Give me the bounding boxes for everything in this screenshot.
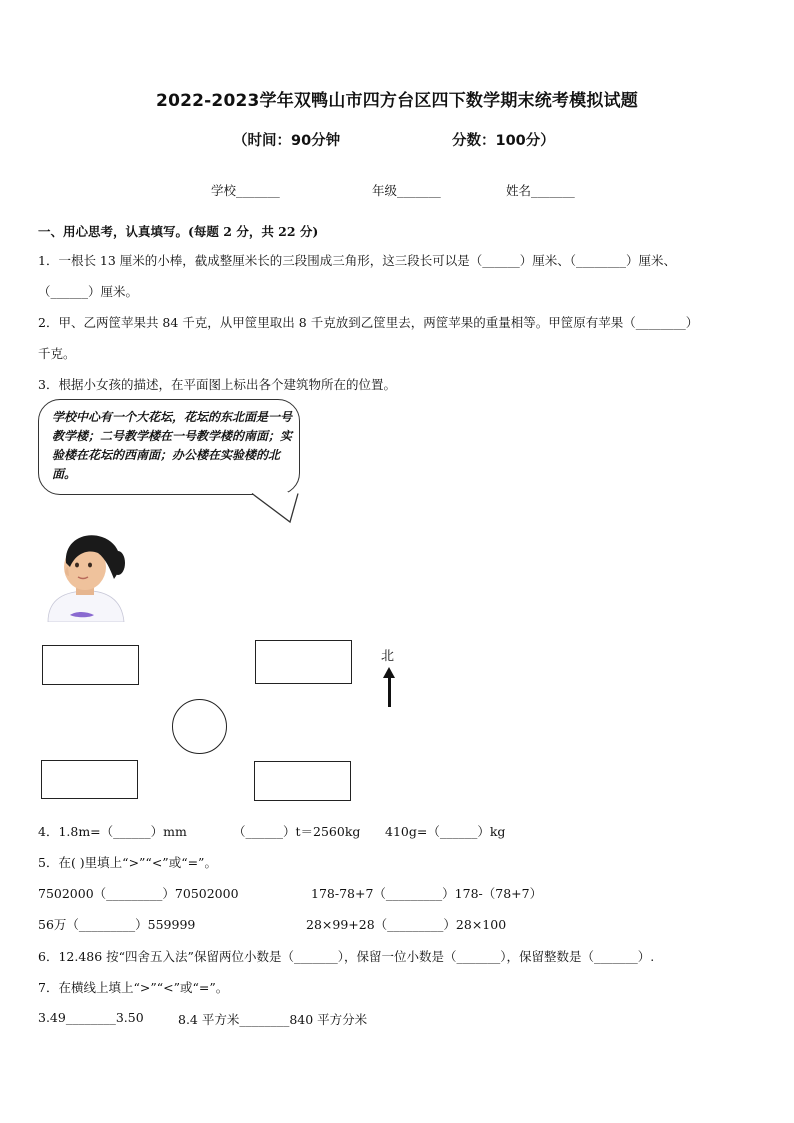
speech-bubble-tail xyxy=(240,492,304,526)
question-7-part-b: 8.4 平方米________840 平方分米 xyxy=(178,1012,368,1027)
north-arrow-shaft xyxy=(388,676,391,707)
flower-bed-circle[interactable] xyxy=(172,699,227,754)
exam-score: 分数：100分） xyxy=(452,133,555,149)
question-5-row-1-right: 178-78+7（_________）178-（78+7） xyxy=(311,886,543,901)
question-2-line-2: 千克。 xyxy=(38,346,76,361)
question-3-line-1: 3．根据小女孩的描述，在平面图上标出各个建筑物所在的位置。 xyxy=(38,377,396,392)
speech-bubble-text: 学校中心有一个大花坛，花坛的东北面是一号教学楼；二号教学楼在一号教学楼的南面；实验楼在花坛的西南面；办公楼在实验楼的北面。 xyxy=(52,410,293,481)
question-4-part-b: （______）t＝2560kg xyxy=(233,824,361,839)
section-heading: 一、用心思考，认真填写。(每题 2 分，共 22 分) xyxy=(38,224,319,239)
exam-time: （时间：90分钟 xyxy=(233,133,341,149)
question-7-part-a: 3.49________3.50 xyxy=(38,1010,144,1025)
question-5-row-2-right: 28×99+28（_________）28×100 xyxy=(306,917,507,932)
name-field[interactable]: 姓名_______ xyxy=(506,183,575,198)
north-label: 北 xyxy=(381,649,395,664)
question-7-line-1: 7．在横线上填上“>”“<”或“=”。 xyxy=(38,980,229,995)
girl-illustration xyxy=(40,529,130,622)
question-6-line-1: 6．12.486 按“四舍五入法”保留两位小数是（_______），保留一位小数是（_______），保留整数是（_______）. xyxy=(38,949,655,964)
exam-title: 2022-2023学年双鸭山市四方台区四下数学期末统考模拟试题 xyxy=(156,91,638,111)
question-4-part-a: 4．1.8m=（______）mm xyxy=(38,824,187,839)
question-1-line-2: （______）厘米。 xyxy=(38,284,139,299)
building-box-northeast[interactable] xyxy=(255,640,352,684)
question-5-line-1: 5．在( )里填上“>”“<”或“=”。 xyxy=(38,855,217,870)
question-2-line-1: 2．甲、乙两筐苹果共 84 千克，从甲筐里取出 8 千克放到乙筐里去，两筐苹果的重量相等。甲筐原有苹果（________） xyxy=(38,315,699,330)
building-box-southwest[interactable] xyxy=(41,760,138,799)
question-5-row-1-left: 7502000（_________）70502000 xyxy=(38,886,239,901)
question-5-row-2-left: 56万（_________）559999 xyxy=(38,917,196,932)
school-field[interactable]: 学校_______ xyxy=(211,183,280,198)
question-1-line-1: 1．一根长 13 厘米的小棒，截成整厘米长的三段围成三角形，这三段长可以是（______）厘米、（________）厘米、 xyxy=(38,253,677,268)
question-4-part-c: 410g=（______）kg xyxy=(385,824,506,839)
building-box-southeast[interactable] xyxy=(254,761,351,801)
building-box-northwest[interactable] xyxy=(42,645,139,685)
grade-field[interactable]: 年级_______ xyxy=(372,183,441,198)
